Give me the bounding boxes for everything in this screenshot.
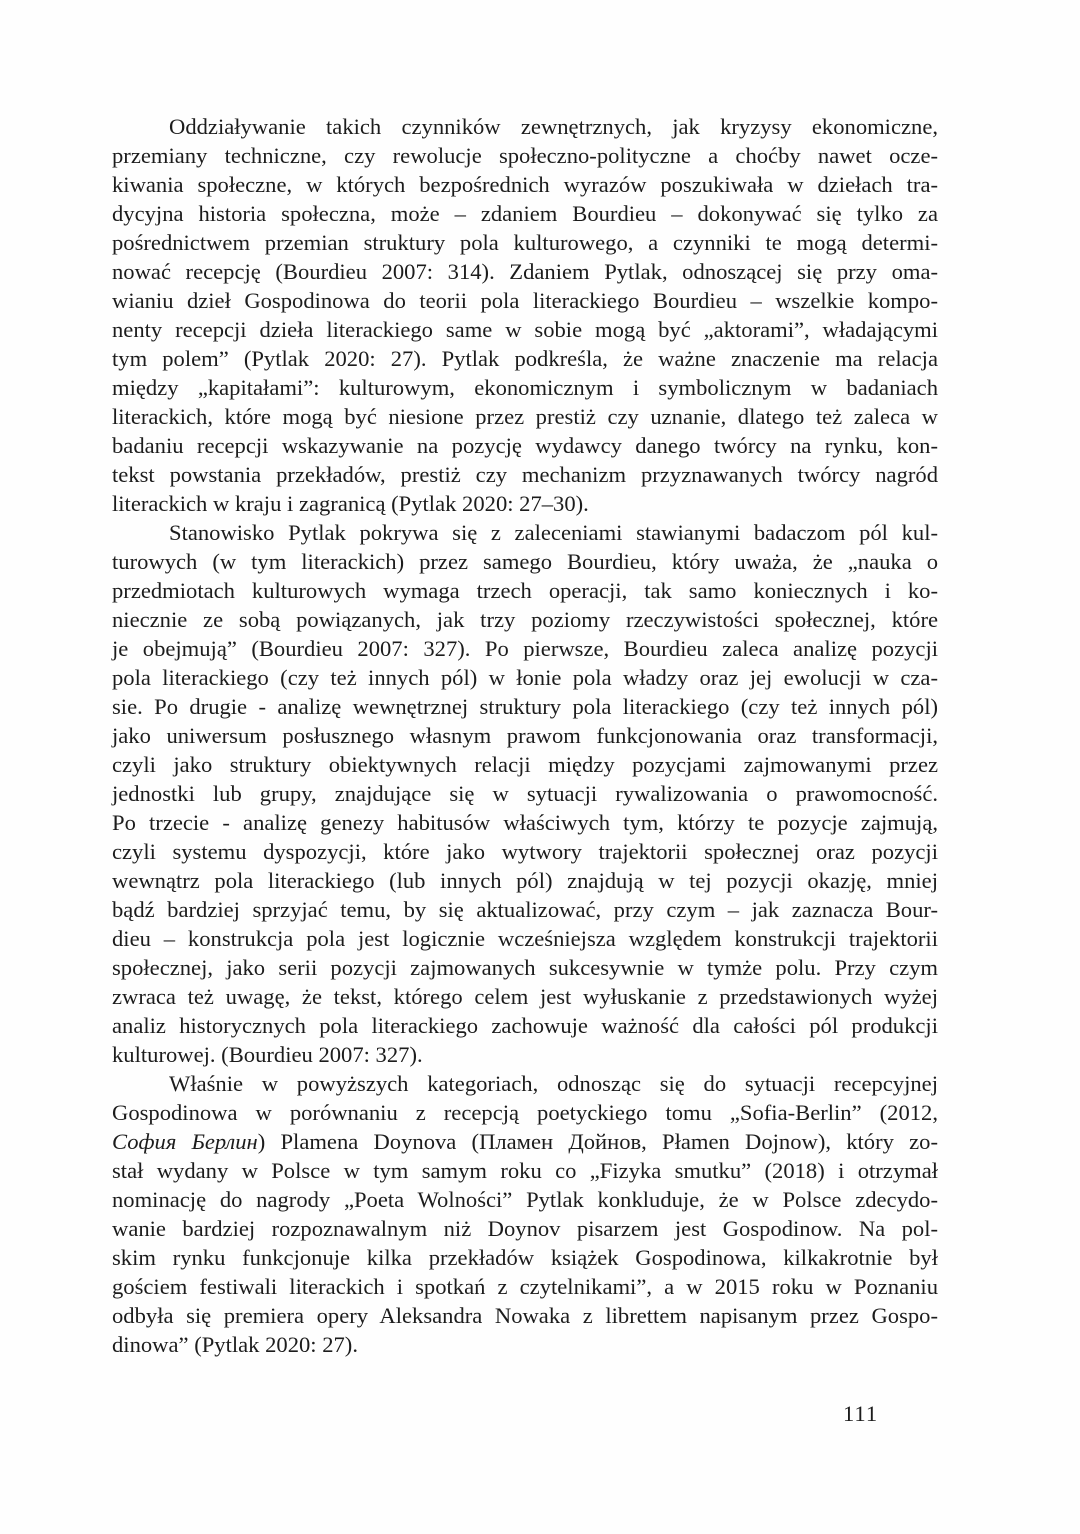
- text-line: [112, 518, 938, 547]
- text-line: [112, 779, 938, 808]
- text-segment: Gospodinowa w porównaniu z recepcją poetyckiego tomu „Sofia-Berlin” (2012,: [112, 1100, 938, 1125]
- text-segment: sie. Po drugie - analizę wewnętrznej struktury pola literackiego (czy też innych pól): [112, 694, 938, 719]
- text-segment: wianiu dzieł Gospodinowa do teorii pola literackiego Bourdieu – wszelkie kompo-: [112, 288, 938, 313]
- text-line: [112, 1127, 938, 1156]
- text-line: [112, 605, 938, 634]
- text-line: [112, 257, 938, 286]
- text-line: [112, 489, 938, 518]
- text-line: [112, 228, 938, 257]
- text-segment: przedmiotach kulturowych wymaga trzech operacji, tak samo koniecznych i ko-: [112, 578, 938, 603]
- text-segment: Stanowisko Pytlak pokrywa się z zaleceniami stawianymi badaczom pól kul-: [169, 520, 938, 545]
- text-line: [112, 170, 938, 199]
- text-line: [112, 1272, 938, 1301]
- text-line: [112, 286, 938, 315]
- text-segment: Oddziaływanie takich czynników zewnętrznych, jak kryzysy ekonomiczne,: [169, 114, 938, 139]
- text-line: [112, 1243, 938, 1272]
- text-line: [112, 344, 938, 373]
- text-line: [112, 1214, 938, 1243]
- paragraph-3: [112, 1069, 938, 1359]
- text-line: [112, 112, 938, 141]
- text-segment: niecznie ze sobą powiązanych, jak trzy poziomy rzeczywistości społecznej, które: [112, 607, 938, 632]
- text-line: [112, 808, 938, 837]
- text-line: [112, 1098, 938, 1127]
- text-line: [112, 373, 938, 402]
- text-segment: czyli jako struktury obiektywnych relacji między pozycjami zajmowanymi przez: [112, 752, 938, 777]
- text-line: [112, 1069, 938, 1098]
- text-segment: Właśnie w powyższych kategoriach, odnosząc się do sytuacji recepcyjnej: [169, 1071, 938, 1096]
- text-line: [112, 431, 938, 460]
- italic-text: София Берлин: [112, 1129, 258, 1154]
- text-line: [112, 634, 938, 663]
- text-segment: wewnątrz pola literackiego (lub innych pól) znajdują w tej pozycji okazję, mniej: [112, 868, 938, 893]
- text-line: [112, 895, 938, 924]
- text-segment: tekst powstania przekładów, prestiż czy mechanizm przyznawanych twórcy nagród: [112, 462, 938, 487]
- text-line: [112, 924, 938, 953]
- text-segment: jako uniwersum posłusznego własnym prawom funkcjonowania oraz transformacji,: [112, 723, 938, 748]
- text-segment: stał wydany w Polsce w tym samym roku co „Fizyka smutku” (2018) i otrzymał: [112, 1158, 938, 1183]
- text-line: [112, 866, 938, 895]
- text-segment: turowych (w tym literackich) przez samego Bourdieu, który uważa, że „nauka o: [112, 549, 938, 574]
- text-segment: zwraca też uwagę, że tekst, którego celem jest wyłuskanie z przedstawionych wyżej: [112, 984, 938, 1009]
- text-line: [112, 141, 938, 170]
- text-segment: dinowa” (Pytlak 2020: 27).: [112, 1332, 358, 1357]
- text-line: [112, 837, 938, 866]
- paragraph-2: [112, 518, 938, 1069]
- text-segment: analiz historycznych pola literackiego zachowuje ważność dla całości pól produkcji: [112, 1013, 938, 1038]
- text-segment: gościem festiwali literackich i spotkań z czytelnikami”, a w 2015 roku w Poznaniu: [112, 1274, 938, 1299]
- text-line: [112, 1301, 938, 1330]
- text-segment: nenty recepcji dzieła literackiego same w sobie mogą być „aktorami”, władającymi: [112, 317, 938, 342]
- text-segment: Po trzecie - analizę genezy habitusów właściwych tym, którzy te pozycje zajmują,: [112, 810, 938, 835]
- text-segment: kiwania społeczne, w których bezpośrednich wyrazów poszukiwała w dziełach tra-: [112, 172, 938, 197]
- text-line: [112, 663, 938, 692]
- text-line: [112, 1185, 938, 1214]
- text-segment: je obejmują” (Bourdieu 2007: 327). Po pierwsze, Bourdieu zaleca analizę pozycji: [112, 636, 938, 661]
- text-line: [112, 1330, 938, 1359]
- text-segment: nominację do nagrody „Poeta Wolności” Pytlak konkluduje, że w Polsce zdecydo-: [112, 1187, 938, 1212]
- page-text: [112, 112, 938, 1359]
- text-segment: skim rynku funkcjonuje kilka przekładów książek Gospodinowa, kilkakrotnie był: [112, 1245, 938, 1270]
- text-line: [112, 1040, 938, 1069]
- text-segment: dieu – konstrukcja pola jest logicznie wcześniejsza względem konstrukcji trajektorii: [112, 926, 938, 951]
- text-segment: badaniu recepcji wskazywanie na pozycję wydawcy danego twórcy na rynku, kon-: [112, 433, 938, 458]
- text-segment: literackich, które mogą być niesione przez prestiż czy uznanie, dlatego też zaleca w: [112, 404, 938, 429]
- text-line: [112, 402, 938, 431]
- text-segment: społecznej, jako serii pozycji zajmowanych sukcesywnie w tymże polu. Przy czym: [112, 955, 938, 980]
- page-number: 111: [843, 1401, 879, 1426]
- text-line: [112, 1011, 938, 1040]
- text-segment: tym polem” (Pytlak 2020: 27). Pytlak podkreśla, że ważne znaczenie ma relacja: [112, 346, 938, 371]
- text-segment: ) Plamena Doynova (Пламен Дойнов, Płamen Dojnow), który zo-: [257, 1129, 938, 1154]
- text-segment: dycyjna historia społeczna, może – zdaniem Bourdieu – dokonywać się tylko za: [112, 201, 938, 226]
- paragraph-1: [112, 112, 938, 518]
- text-segment: między „kapitałami”: kulturowym, ekonomicznym i symbolicznym w badaniach: [112, 375, 938, 400]
- text-line: [112, 692, 938, 721]
- text-line: [112, 460, 938, 489]
- text-line: [112, 953, 938, 982]
- text-segment: odbyła się premiera opery Aleksandra Nowaka z librettem napisanym przez Gospo-: [112, 1303, 938, 1328]
- text-line: [112, 721, 938, 750]
- text-segment: kulturowej. (Bourdieu 2007: 327).: [112, 1042, 423, 1067]
- text-segment: literackich w kraju i zagranicą (Pytlak 2020: 27–30).: [112, 491, 589, 516]
- text-line: [112, 1156, 938, 1185]
- text-line: [112, 547, 938, 576]
- text-segment: pośrednictwem przemian struktury pola kulturowego, a czynniki te mogą determi-: [112, 230, 938, 255]
- text-line: [112, 982, 938, 1011]
- text-segment: jednostki lub grupy, znajdujące się w sytuacji rywalizowania o prawomocność.: [112, 781, 938, 806]
- text-line: [112, 576, 938, 605]
- text-segment: wanie bardziej rozpoznawalnym niż Doynov pisarzem jest Gospodinow. Na pol-: [112, 1216, 938, 1241]
- text-segment: nować recepcję (Bourdieu 2007: 314). Zdaniem Pytlak, odnoszącej się przy oma-: [112, 259, 938, 284]
- text-line: [112, 199, 938, 228]
- text-line: [112, 315, 938, 344]
- text-segment: przemiany techniczne, czy rewolucje społeczno-polityczne a choćby nawet ocze-: [112, 143, 938, 168]
- text-line: [112, 750, 938, 779]
- text-segment: bądź bardziej sprzyjać temu, by się aktualizować, przy czym – jak zaznacza Bour-: [112, 897, 938, 922]
- text-segment: czyli systemu dyspozycji, które jako wytwory trajektorii społecznej oraz pozycji: [112, 839, 938, 864]
- text-segment: pola literackiego (czy też innych pól) w łonie pola władzy oraz jej ewolucji w cza-: [112, 665, 938, 690]
